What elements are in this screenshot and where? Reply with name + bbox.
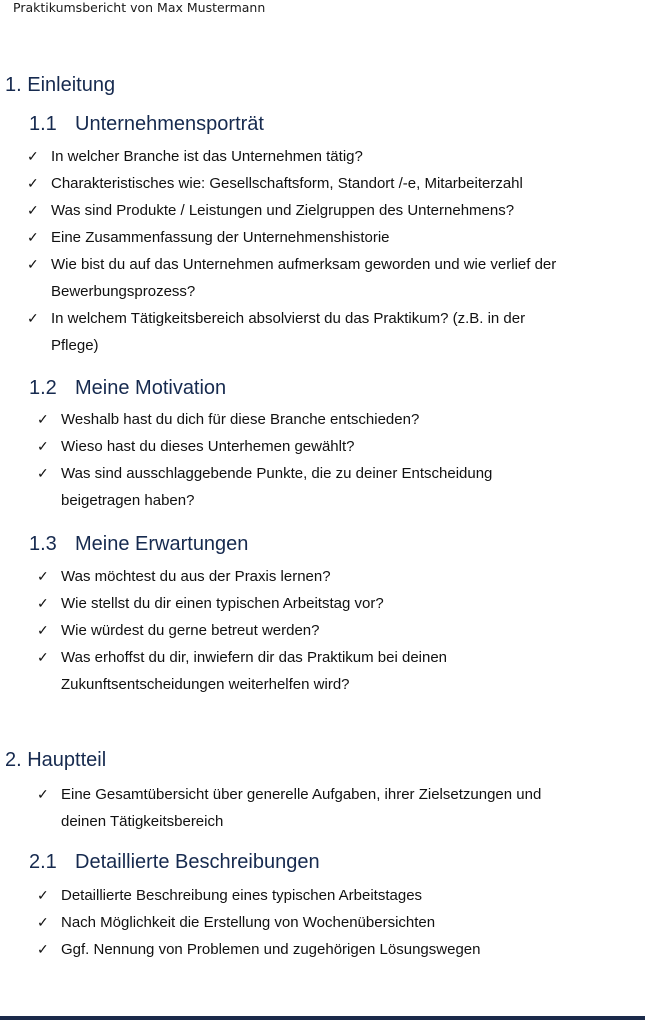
section-title: Detaillierte Beschreibungen bbox=[75, 851, 320, 873]
list-item: ✓ Weshalb hast du dich für diese Branche entschieden? bbox=[0, 406, 645, 433]
list-hauptteil bbox=[0, 781, 645, 835]
list-item: ✓ Detaillierte Beschreibung eines typischen Arbeitstages bbox=[0, 882, 645, 909]
list-motivation bbox=[0, 406, 645, 514]
checkmark-icon: ✓ bbox=[37, 568, 49, 584]
section-number: 1.2 bbox=[29, 377, 57, 399]
section-number: 1.3 bbox=[29, 533, 57, 555]
checkmark-icon: ✓ bbox=[37, 649, 49, 665]
checkmark-icon: ✓ bbox=[37, 465, 49, 481]
list-item: ✓ Wie würdest du gerne betreut werden? bbox=[0, 617, 645, 644]
list-item: ✓ Nach Möglichkeit die Erstellung von Wochenübersichten bbox=[0, 909, 645, 936]
list-item: ✓ Was sind ausschlaggebende Punkte, die zu deiner Entscheidung beigetragen haben? bbox=[0, 460, 645, 514]
checkmark-icon: ✓ bbox=[37, 622, 49, 638]
checkmark-icon: ✓ bbox=[37, 914, 49, 930]
list-unternehmensportraet bbox=[0, 143, 645, 359]
section-title: Meine Erwartungen bbox=[75, 533, 249, 555]
checkmark-icon: ✓ bbox=[27, 148, 39, 164]
checkmark-icon: ✓ bbox=[37, 595, 49, 611]
heading-detaillierte-beschreibungen bbox=[29, 851, 320, 874]
section-number: 2.1 bbox=[29, 851, 57, 873]
list-item: ✓ In welchem Tätigkeitsbereich absolvierst du das Praktikum? (z.B. in der Pflege) bbox=[0, 305, 645, 359]
list-item: ✓ Eine Zusammenfassung der Unternehmenshistorie bbox=[0, 224, 645, 251]
heading-einleitung: 1. Einleitung bbox=[5, 74, 116, 96]
checkmark-icon: ✓ bbox=[37, 786, 49, 802]
checkmark-icon: ✓ bbox=[37, 438, 49, 454]
heading-erwartungen bbox=[29, 533, 248, 556]
checkmark-icon: ✓ bbox=[27, 229, 39, 245]
list-item: ✓ Was möchtest du aus der Praxis lernen? bbox=[0, 563, 645, 590]
checkmark-icon: ✓ bbox=[27, 202, 39, 218]
checkmark-icon: ✓ bbox=[37, 411, 49, 427]
list-item: ✓ Was erhoffst du dir, inwiefern dir das Praktikum bei deinen Zukunftsentscheidungen weiterhelfen wird? bbox=[0, 644, 645, 698]
checkmark-icon: ✓ bbox=[27, 256, 39, 272]
list-item: ✓ Ggf. Nennung von Problemen und zugehörigen Lösungswegen bbox=[0, 936, 645, 963]
checkmark-icon: ✓ bbox=[27, 310, 39, 326]
section-number: 1.1 bbox=[29, 113, 57, 135]
list-item: ✓ Wie bist du auf das Unternehmen aufmerksam geworden und wie verlief der Bewerbungsprozess? bbox=[0, 251, 645, 305]
list-item: ✓ Charakteristisches wie: Gesellschaftsform, Standort /-e, Mitarbeiterzahl bbox=[0, 170, 645, 197]
running-header: Praktikumsbericht von Max Mustermann bbox=[13, 0, 266, 15]
heading-hauptteil: 2. Hauptteil bbox=[5, 749, 107, 771]
list-item: ✓ Wieso hast du dieses Unterhemen gewählt? bbox=[0, 433, 645, 460]
section-title: Unternehmensporträt bbox=[75, 113, 264, 135]
footer-rule bbox=[0, 1016, 645, 1020]
list-item: ✓ In welcher Branche ist das Unternehmen tätig? bbox=[0, 143, 645, 170]
heading-unternehmensportraet bbox=[29, 113, 264, 136]
list-item: ✓ Wie stellst du dir einen typischen Arbeitstag vor? bbox=[0, 590, 645, 617]
checkmark-icon: ✓ bbox=[27, 175, 39, 191]
list-item: ✓ Eine Gesamtübersicht über generelle Aufgaben, ihrer Zielsetzungen und deinen Tätigkeitsbereich bbox=[0, 781, 645, 835]
list-erwartungen bbox=[0, 563, 645, 698]
heading-motivation bbox=[29, 377, 226, 400]
section-title: Meine Motivation bbox=[75, 377, 227, 399]
checkmark-icon: ✓ bbox=[37, 887, 49, 903]
checkmark-icon: ✓ bbox=[37, 941, 49, 957]
list-detaillierte-beschreibungen bbox=[0, 882, 645, 963]
list-item: ✓ Was sind Produkte / Leistungen und Zielgruppen des Unternehmens? bbox=[0, 197, 645, 224]
